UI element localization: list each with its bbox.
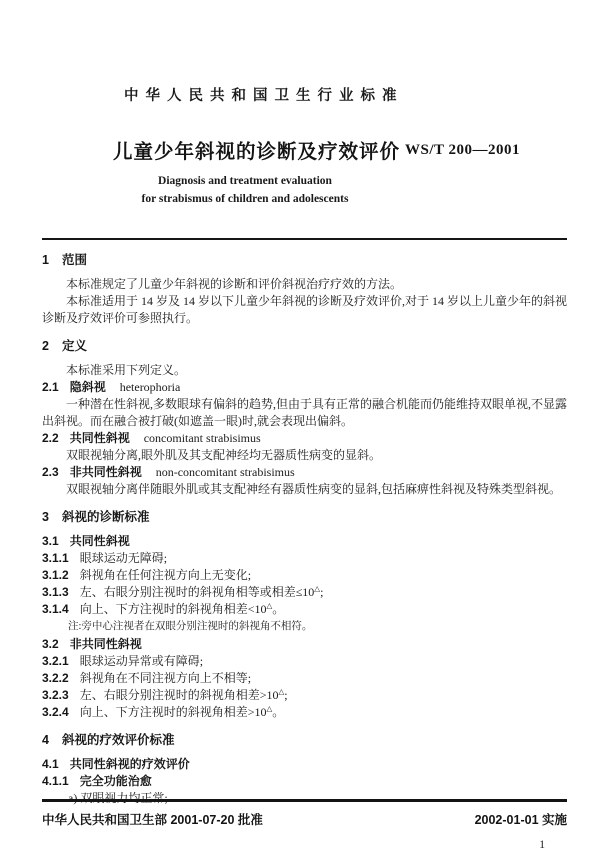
clause-number: 4 [42, 733, 49, 747]
clause-text: 共同性斜视的疗效评价 [69, 757, 190, 771]
clause-line [42, 533, 567, 550]
clause-text: 完全功能治愈 [79, 774, 152, 788]
clause-number: 3.2.3 [42, 688, 69, 702]
clause-number: 3.1.1 [42, 551, 69, 565]
clause-number: 3.1.3 [42, 585, 69, 599]
page-number: 1 [539, 839, 545, 851]
section-heading [42, 252, 567, 269]
prism-diopter-superscript: △ [278, 687, 285, 696]
heading-text: 斜视的诊断标准 [61, 510, 150, 524]
term-english: concomitant strabisimus [143, 431, 261, 445]
section-heading [42, 338, 567, 355]
term-english: non-concomitant strabisimus [155, 465, 295, 479]
clause-line [42, 670, 567, 687]
clause-text: 左、右眼分别注视时的斜视角相等或相差≤10△; [79, 584, 324, 599]
footer-approval-row [42, 802, 567, 828]
term-english: heterophoria [119, 380, 181, 394]
definition-term [42, 430, 567, 447]
clause-text: 斜视角在不同注视方向上不相等; [79, 671, 252, 685]
clause-number: 3.2.1 [42, 654, 69, 668]
heading-text: 范围 [61, 253, 87, 267]
prism-diopter-superscript: △ [266, 601, 273, 610]
clause-number: 3 [42, 510, 49, 524]
definition-term [42, 464, 567, 481]
clause-line [42, 704, 567, 721]
document-title-english [55, 172, 435, 208]
clause-text: 左、右眼分别注视时的斜视角相差>10△; [79, 687, 288, 702]
standard-type-heading: 中华人民共和国卫生行业标准 [124, 88, 404, 104]
clause-number: 3.2 [42, 637, 59, 651]
paragraph: 一种潜在性斜视,多数眼球有偏斜的趋势,但由于具有正常的融合机能而仍能维持双眼单视,不显露出斜视。而在融合被打破(如遮盖一眼)时,就会表现出偏斜。 [42, 397, 568, 428]
title-english-line2: for strabismus of children and adolescents [141, 193, 349, 205]
section-heading [42, 732, 567, 749]
clause-line [42, 653, 567, 670]
clause-line [42, 601, 567, 618]
clause-text: 非共同性斜视 [69, 637, 142, 651]
heading-text: 定义 [61, 339, 87, 353]
clause-number: 2 [42, 339, 49, 353]
document-body [42, 250, 567, 807]
clause-line [42, 567, 567, 584]
list-item: a) 双眼视力均正常; [68, 791, 168, 805]
paragraph: 本标准规定了儿童少年斜视的诊断和评价斜视治疗疗效的方法。 [66, 277, 403, 291]
approval-statement: 中华人民共和国卫生部 2001-07-20 批准 [42, 813, 263, 827]
clause-number: 2.2 [42, 431, 59, 445]
clause-line [42, 687, 567, 704]
document-title-chinese: 儿童少年斜视的诊断及疗效评价 [113, 141, 401, 163]
section-heading [42, 509, 567, 526]
paragraph: 双眼视轴分离,眼外肌及其支配神经均无器质性病变的显斜。 [66, 448, 382, 462]
clause-line [42, 756, 567, 773]
header-divider-rule [42, 238, 567, 240]
note: 注:旁中心注视者在双眼分别注视时的斜视角不相符。 [68, 621, 313, 632]
clause-number: 1 [42, 253, 49, 267]
term-chinese: 共同性斜视 [69, 431, 130, 445]
clause-number: 3.1.2 [42, 568, 69, 582]
clause-line [42, 636, 567, 653]
clause-number: 2.1 [42, 380, 59, 394]
clause-line [42, 584, 567, 601]
clause-line [42, 773, 567, 790]
page-footer [42, 799, 567, 851]
clause-text: 眼球运动异常或有障碍; [79, 654, 204, 668]
clause-number: 4.1.1 [42, 774, 69, 788]
clause-text: 眼球运动无障碍; [79, 551, 168, 565]
implementation-date: 2002-01-01 实施 [474, 813, 567, 827]
clause-number: 3.1.4 [42, 602, 69, 616]
clause-number: 4.1 [42, 757, 59, 771]
term-chinese: 非共同性斜视 [69, 465, 142, 479]
clause-number: 3.2.4 [42, 705, 69, 719]
term-chinese: 隐斜视 [69, 380, 106, 394]
paragraph: 本标准采用下列定义。 [66, 363, 187, 377]
prism-diopter-superscript: △ [314, 584, 321, 593]
clause-text: 斜视角在任何注视方向上无变化; [79, 568, 252, 582]
standard-number: WS/T 200—2001 [405, 142, 520, 158]
prism-diopter-superscript: △ [266, 704, 273, 713]
clause-number: 2.3 [42, 465, 59, 479]
definition-term [42, 379, 567, 396]
clause-text: 共同性斜视 [69, 534, 130, 548]
clause-text: 向上、下方注视时的斜视角相差<10△。 [79, 601, 285, 616]
clause-number: 3.2.2 [42, 671, 69, 685]
heading-text: 斜视的疗效评价标准 [61, 733, 175, 747]
paragraph: 双眼视轴分离伴随眼外肌或其支配神经有器质性病变的显斜,包括麻痹性斜视及特殊类型斜视。 [66, 482, 562, 496]
clause-text: 向上、下方注视时的斜视角相差>10△。 [79, 704, 285, 719]
title-english-line1: Diagnosis and treatment evaluation [158, 175, 332, 187]
clause-line [42, 550, 567, 567]
clause-number: 3.1 [42, 534, 59, 548]
paragraph: 本标准适用于 14 岁及 14 岁以下儿童少年斜视的诊断及疗效评价,对于 14 岁以上儿童少年的斜视诊断及疗效评价可参照执行。 [42, 294, 568, 325]
